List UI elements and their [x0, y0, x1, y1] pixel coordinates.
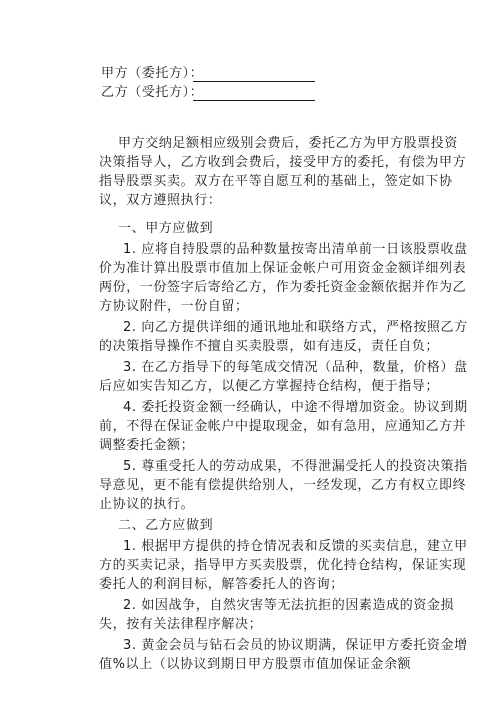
- clause-line: 值%以上（以协议到期日甲方股票市值加保证金余额: [99, 657, 412, 672]
- clause-line: 导意见，更不能有偿提供给别人，一经发现，乙方有权立即终: [99, 478, 467, 493]
- clause-line: 方协议附件，一份自留；: [99, 299, 249, 314]
- party-a-label: 甲方（委托方）：: [101, 66, 204, 81]
- clause-line: 价为准计算出股票市值加上保证金帐户可用资金金额详细列表: [99, 261, 467, 276]
- clause-line: 委托人的利润目标，解答委托人的咨询；: [99, 577, 344, 592]
- section-heading: 一、甲方应做到: [118, 221, 214, 236]
- party-b-blank: [193, 87, 315, 101]
- section-heading: 二、乙方应做到: [118, 518, 214, 533]
- clause-line: 5. 尊重受托人的劳动成果，不得泄漏受托人的投资决策指: [123, 459, 468, 474]
- clause-line: 3. 在乙方指导下的每笔成交情况（品种，数量，价格）盘: [123, 360, 468, 375]
- clause-line: 前，不得在保证金帐户中提取现金，如有急用，应通知乙方并: [99, 419, 467, 434]
- party-b-label: 乙方（受托方）：: [101, 85, 204, 100]
- clause-line: 3. 黄金会员与钻石会员的协议期满，保证甲方委托资金增: [123, 638, 468, 653]
- clause-line: 2. 向乙方提供详细的通讯地址和联络方式，严格按照乙方: [123, 320, 468, 335]
- clause-line: 失，按有关法律程序解决；: [99, 617, 263, 632]
- clause-line: 调整委托金额；: [99, 438, 195, 453]
- intro-line: 议，双方遵照执行：: [99, 193, 222, 208]
- intro-line: 甲方交纳足额相应级别会费后，委托乙方为甲方股票投资: [118, 136, 459, 151]
- clause-line: 止协议的执行。: [99, 497, 195, 512]
- clause-line: 1. 应将自持股票的品种数量按寄出清单前一日该股票收盘: [123, 242, 468, 257]
- party-a-blank: [193, 68, 315, 82]
- party-a-line: [101, 66, 315, 82]
- intro-line: 指导股票买卖。双方在平等自愿互利的基础上，签定如下协: [99, 174, 453, 189]
- clause-line: 4. 委托投资金额一经确认，中途不得增加资金。协议到期: [123, 400, 468, 415]
- clause-line: 1. 根据甲方提供的持仓情况表和反馈的买卖信息，建立甲: [123, 539, 468, 554]
- intro-line: 决策指导人，乙方收到会费后，接受甲方的委托，有偿为甲方: [99, 155, 467, 170]
- clause-line: 方的买卖记录，指导甲方买卖股票，优化持仓结构，保证实现: [99, 558, 467, 573]
- clause-line: 的决策指导操作不擅自买卖股票，如有违反，责任自负；: [99, 339, 440, 354]
- clause-line: 后应如实告知乙方，以便乙方掌握持仓结构，便于指导；: [99, 379, 440, 394]
- clause-line: 2. 如因战争，自然灾害等无法抗拒的因素造成的资金损: [123, 598, 455, 613]
- party-b-line: [101, 85, 315, 101]
- clause-line: 两份，一份签字后寄给乙方，作为委托资金金额依据并作为乙: [99, 280, 467, 295]
